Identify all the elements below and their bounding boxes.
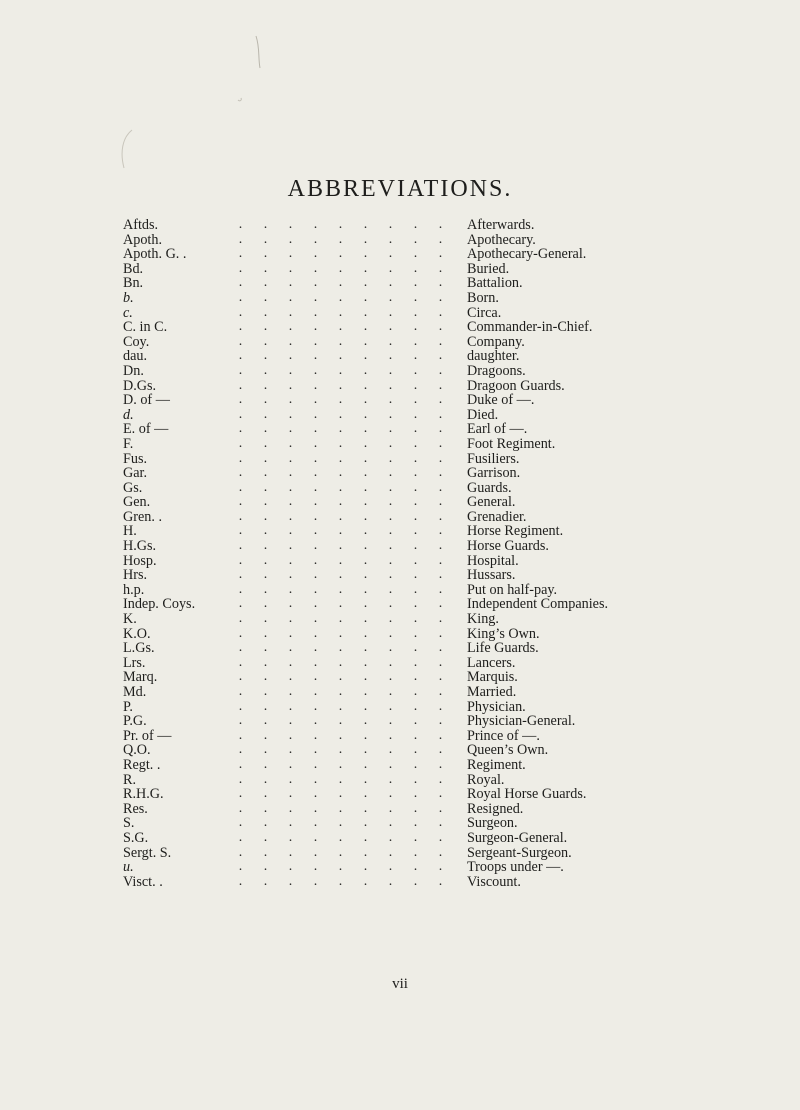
dot-leader: . . . . . . . . . — [238, 553, 443, 568]
abbreviation-meaning: Garrison. — [467, 465, 521, 482]
abbreviation-term: F. — [123, 435, 134, 452]
dot-leader: . . . . . . . . . — [238, 728, 443, 743]
abbreviation-term: Apoth. G. . — [123, 246, 187, 263]
abbreviation-term: K. — [123, 611, 137, 628]
abbreviation-meaning: Troops under —. — [467, 859, 564, 876]
dot-leader: . . . . . . . . . — [238, 670, 443, 685]
abbreviation-term: Gar. — [123, 465, 148, 482]
abbreviation-row — [123, 685, 643, 700]
abbreviation-term: D.Gs. — [123, 377, 157, 394]
page-title: ABBREVIATIONS. — [287, 176, 513, 202]
abbreviation-meaning: Prince of —. — [467, 727, 540, 744]
abbreviation-term: Visct. . — [123, 873, 163, 890]
abbreviation-row — [123, 422, 643, 437]
dot-leader: . . . . . . . . . — [238, 699, 443, 714]
abbreviation-row — [123, 831, 643, 846]
abbreviation-term: Aftds. — [123, 217, 159, 233]
abbreviation-row — [123, 262, 643, 277]
abbreviation-term: C. in C. — [123, 319, 168, 336]
dot-leader: . . . . . . . . . — [238, 612, 443, 627]
abbreviation-meaning: Afterwards. — [467, 217, 535, 233]
abbreviation-row — [123, 612, 643, 627]
abbreviation-term: H.Gs. — [123, 538, 157, 555]
abbreviation-row — [123, 846, 643, 861]
abbreviation-term: Hosp. — [123, 552, 157, 569]
dot-leader: . . . . . . . . . — [238, 772, 443, 787]
dot-leader: . . . . . . . . . — [238, 874, 443, 889]
dot-leader: . . . . . . . . . — [238, 436, 443, 451]
abbreviation-row — [123, 583, 643, 598]
abbreviation-meaning: Earl of —. — [467, 421, 528, 438]
abbreviation-term: Hrs. — [123, 567, 148, 584]
abbreviation-meaning: Royal. — [467, 771, 505, 788]
dot-leader: . . . . . . . . . — [238, 247, 443, 262]
page-number: vii — [392, 976, 408, 992]
dot-leader: . . . . . . . . . — [238, 261, 443, 276]
abbreviation-row — [123, 700, 643, 715]
dot-leader: . . . . . . . . . — [238, 334, 443, 349]
abbreviation-row — [123, 379, 643, 394]
abbreviation-term: u. — [123, 859, 134, 876]
dot-leader: . . . . . . . . . — [238, 801, 443, 816]
abbreviation-row — [123, 743, 643, 758]
abbreviation-meaning: King. — [467, 611, 499, 628]
abbreviation-row — [123, 510, 643, 525]
abbreviation-term: S. — [123, 815, 135, 832]
dot-leader: . . . . . . . . . — [238, 539, 443, 554]
abbreviation-row — [123, 539, 643, 554]
dot-leader: . . . . . . . . . — [238, 232, 443, 247]
abbreviation-row — [123, 627, 643, 642]
abbreviation-term: Dn. — [123, 362, 144, 379]
abbreviation-meaning: Queen’s Own. — [467, 742, 549, 759]
abbreviation-meaning: Buried. — [467, 260, 510, 277]
dot-leader: . . . . . . . . . — [238, 685, 443, 699]
abbreviation-term: Md. — [123, 684, 147, 700]
dot-leader: . . . . . . . . . — [238, 816, 443, 831]
abbreviation-meaning: Surgeon-General. — [467, 829, 568, 846]
abbreviation-row — [123, 349, 643, 364]
abbreviation-term: Gren. . — [123, 508, 163, 525]
abbreviation-meaning: Lancers. — [467, 654, 516, 671]
abbreviation-term: h.p. — [123, 581, 145, 598]
abbreviation-meaning: Life Guards. — [467, 640, 539, 657]
abbreviation-meaning: Sergeant-Surgeon. — [467, 844, 572, 861]
abbreviation-meaning: Independent Companies. — [467, 596, 609, 613]
abbreviation-term: Indep. Coys. — [123, 596, 196, 613]
abbreviation-term: Res. — [123, 800, 148, 817]
dot-leader: . . . . . . . . . — [238, 787, 443, 802]
dot-leader: . . . . . . . . . — [238, 757, 443, 772]
abbreviation-meaning: Dragoon Guards. — [467, 377, 565, 394]
abbreviation-row — [123, 875, 643, 890]
abbreviation-term: Bn. — [123, 275, 144, 292]
dot-leader: . . . . . . . . . — [238, 845, 443, 860]
dot-leader: . . . . . . . . . — [238, 568, 443, 583]
abbreviation-term: Sergt. S. — [123, 844, 172, 861]
abbreviation-meaning: Born. — [467, 289, 499, 306]
dot-leader: . . . . . . . . . — [238, 320, 443, 335]
dot-leader: . . . . . . . . . — [238, 407, 443, 422]
abbreviation-meaning: Resigned. — [467, 800, 524, 817]
abbreviation-meaning: Marquis. — [467, 669, 518, 686]
abbreviation-term: Pr. of — — [123, 727, 172, 744]
abbreviation-row — [123, 306, 643, 321]
abbreviation-term: b. — [123, 289, 134, 306]
dot-leader: . . . . . . . . . — [238, 597, 443, 612]
abbreviation-row — [123, 437, 643, 452]
abbreviation-row — [123, 481, 643, 496]
abbreviation-row — [123, 802, 643, 817]
dot-leader: . . . . . . . . . — [238, 422, 443, 437]
abbreviation-row — [123, 554, 643, 569]
dot-leader: . . . . . . . . . — [238, 363, 443, 378]
dot-leader: . . . . . . . . . — [238, 860, 443, 875]
abbreviation-term: L.Gs. — [123, 640, 155, 657]
abbreviation-term: Coy. — [123, 333, 150, 350]
dot-leader: . . . . . . . . . — [238, 480, 443, 495]
abbreviation-meaning: Died. — [467, 406, 499, 423]
abbreviation-row — [123, 714, 643, 729]
abbreviation-row — [123, 218, 643, 233]
dot-leader: . . . . . . . . . — [238, 451, 443, 466]
abbreviation-row — [123, 729, 643, 744]
abbreviation-row — [123, 452, 643, 467]
abbreviation-term: Lrs. — [123, 654, 146, 671]
abbreviation-row — [123, 773, 643, 788]
abbreviation-row — [123, 656, 643, 671]
abbreviation-term: Fus. — [123, 450, 148, 467]
abbreviation-row — [123, 816, 643, 831]
abbreviation-row — [123, 393, 643, 408]
abbreviation-term: K.O. — [123, 625, 151, 642]
abbreviation-meaning: Physician-General. — [467, 713, 576, 730]
abbreviation-term: Marq. — [123, 669, 158, 686]
abbreviation-meaning: Battalion. — [467, 275, 523, 292]
abbreviation-row — [123, 670, 643, 685]
dot-leader: . . . . . . . . . — [238, 655, 443, 670]
abbreviation-row — [123, 364, 643, 379]
abbreviation-term: P.G. — [123, 713, 147, 730]
dot-leader: . . . . . . . . . — [238, 378, 443, 393]
abbreviation-row — [123, 408, 643, 423]
abbreviation-meaning: Surgeon. — [467, 815, 518, 832]
abbreviation-meaning: Regiment. — [467, 756, 526, 773]
dot-leader: . . . . . . . . . — [238, 743, 443, 758]
abbreviation-meaning: Duke of —. — [467, 392, 535, 409]
dot-leader: . . . . . . . . . — [238, 393, 443, 408]
abbreviation-meaning: Foot Regiment. — [467, 435, 556, 452]
abbreviation-meaning: Apothecary-General. — [467, 246, 587, 263]
dot-leader: . . . . . . . . . — [238, 641, 443, 656]
abbreviation-term: D. of — — [123, 392, 170, 409]
dot-leader: . . . . . . . . . — [238, 509, 443, 524]
abbreviation-meaning: Commander-in-Chief. — [467, 319, 593, 336]
abbreviation-term: S.G. — [123, 829, 149, 846]
abbreviation-term: dau. — [123, 348, 148, 365]
abbreviation-row — [123, 247, 643, 262]
abbreviation-meaning: Guards. — [467, 479, 512, 496]
dot-leader: . . . . . . . . . — [238, 714, 443, 729]
dot-leader: . . . . . . . . . — [238, 466, 443, 481]
abbreviation-row — [123, 568, 643, 583]
abbreviation-term: Apoth. — [123, 231, 163, 248]
dot-leader: . . . . . . . . . — [238, 524, 443, 539]
abbreviation-meaning: Physician. — [467, 698, 526, 715]
abbreviation-row — [123, 276, 643, 291]
abbreviation-meaning: Hospital. — [467, 552, 519, 569]
abbreviation-term: P. — [123, 698, 133, 715]
dot-leader: . . . . . . . . . — [238, 626, 443, 641]
abbreviation-meaning: daughter. — [467, 348, 520, 365]
dot-leader: . . . . . . . . . — [238, 495, 443, 510]
abbreviation-row — [123, 641, 643, 656]
abbreviation-row — [123, 291, 643, 306]
abbreviation-meaning: Horse Guards. — [467, 538, 549, 555]
abbreviation-list — [123, 218, 643, 889]
abbreviation-meaning: Horse Regiment. — [467, 523, 564, 540]
abbreviation-meaning: Viscount. — [467, 873, 521, 890]
abbreviation-row — [123, 233, 643, 248]
abbreviation-meaning: Dragoons. — [467, 362, 526, 379]
dot-leader: . . . . . . . . . — [238, 218, 443, 232]
abbreviation-row — [123, 466, 643, 481]
dot-leader: . . . . . . . . . — [238, 582, 443, 597]
abbreviation-meaning: Fusiliers. — [467, 450, 520, 467]
abbreviation-meaning: Put on half-pay. — [467, 581, 558, 598]
dot-leader: . . . . . . . . . — [238, 349, 443, 364]
abbreviation-meaning: Royal Horse Guards. — [467, 786, 587, 803]
abbreviation-meaning: General. — [467, 494, 516, 511]
scan-mark — [110, 28, 270, 178]
dot-leader: . . . . . . . . . — [238, 276, 443, 291]
abbreviation-row — [123, 524, 643, 539]
abbreviation-term: E. of — — [123, 421, 169, 438]
abbreviation-row — [123, 597, 643, 612]
abbreviation-row — [123, 320, 643, 335]
abbreviation-term: Gs. — [123, 479, 143, 496]
abbreviation-meaning: Married. — [467, 684, 517, 700]
abbreviation-row — [123, 758, 643, 773]
dot-leader: . . . . . . . . . — [238, 290, 443, 305]
abbreviation-meaning: Hussars. — [467, 567, 516, 584]
abbreviation-term: Gen. — [123, 494, 151, 511]
abbreviation-term: H. — [123, 523, 137, 540]
abbreviation-term: R.H.G. — [123, 786, 164, 803]
abbreviation-row — [123, 495, 643, 510]
dot-leader: . . . . . . . . . — [238, 830, 443, 845]
abbreviation-term: Q.O. — [123, 742, 151, 759]
abbreviation-row — [123, 787, 643, 802]
abbreviation-meaning: King’s Own. — [467, 625, 540, 642]
abbreviation-term: d. — [123, 406, 134, 423]
abbreviation-meaning: Apothecary. — [467, 231, 536, 248]
abbreviation-meaning: Circa. — [467, 304, 502, 321]
abbreviation-term: Bd. — [123, 260, 144, 277]
abbreviation-term: Regt. . — [123, 756, 161, 773]
abbreviation-term: R. — [123, 771, 137, 788]
abbreviation-meaning: Grenadier. — [467, 508, 527, 525]
abbreviation-term: c. — [123, 304, 133, 321]
abbreviation-row — [123, 335, 643, 350]
abbreviation-row — [123, 860, 643, 875]
dot-leader: . . . . . . . . . — [238, 305, 443, 320]
abbreviation-meaning: Company. — [467, 333, 525, 350]
